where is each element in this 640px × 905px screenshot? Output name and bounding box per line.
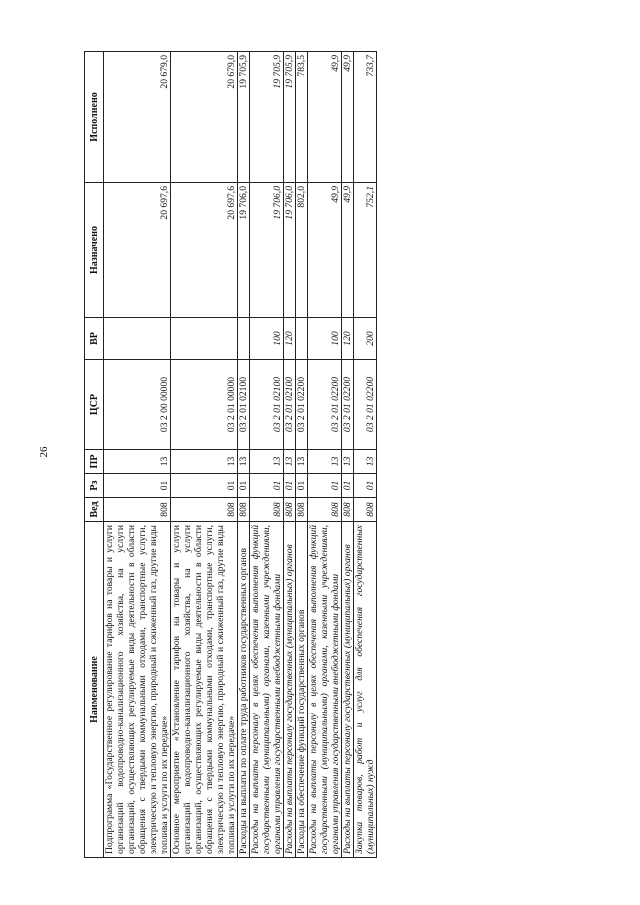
- row-rz-cell: 01: [308, 474, 342, 498]
- row-vr-cell: [296, 318, 308, 360]
- row-vr-cell: 100: [250, 318, 284, 360]
- row-vr-cell: 200: [354, 318, 377, 360]
- row-pr-cell: 13: [104, 450, 171, 474]
- row-executed-cell: 19 705,9: [284, 52, 296, 183]
- table-row: [171, 52, 238, 858]
- row-executed-cell: 49,9: [342, 52, 354, 183]
- header-vr: ВР: [85, 318, 104, 360]
- row-assigned-cell: 752,1: [354, 183, 377, 318]
- row-executed-cell: 733,7: [354, 52, 377, 183]
- row-rz-cell: 01: [171, 474, 238, 498]
- row-rz-cell: 01: [250, 474, 284, 498]
- row-assigned-cell: 19 706,0: [284, 183, 296, 318]
- row-rz-cell: 01: [342, 474, 354, 498]
- table-row: [308, 52, 342, 858]
- row-assigned-cell: 49,9: [308, 183, 342, 318]
- row-vr-cell: [171, 318, 238, 360]
- row-ved-cell: 808: [308, 498, 342, 522]
- row-pr-cell: 13: [238, 450, 250, 474]
- table-row: [354, 52, 377, 858]
- table-header-row: [85, 52, 104, 858]
- row-pr-cell: 13: [342, 450, 354, 474]
- row-assigned-cell: 20 697,6: [104, 183, 171, 318]
- table-row: [238, 52, 250, 858]
- row-rz-cell: 01: [104, 474, 171, 498]
- row-csr-cell: 03 2 01 02200: [354, 360, 377, 450]
- row-pr-cell: 13: [250, 450, 284, 474]
- row-pr-cell: 13: [296, 450, 308, 474]
- row-name-cell: Расходы на обеспечение функций государственных органов: [296, 522, 308, 858]
- row-executed-cell: 49,9: [308, 52, 342, 183]
- row-vr-cell: [238, 318, 250, 360]
- row-csr-cell: 03 2 01 02200: [342, 360, 354, 450]
- header-pr: ПР: [85, 450, 104, 474]
- header-name: Наименование: [85, 522, 104, 858]
- row-rz-cell: 01: [238, 474, 250, 498]
- row-name-cell: Закупка товаров, работ и услуг для обеспечения государственных (муниципальных) нужд: [354, 522, 377, 858]
- row-pr-cell: 13: [308, 450, 342, 474]
- row-name-cell: Основное мероприятие «Установление тарифов на товары и услуги организаций водопроводно-канализационного хозяйства, на услуги организаций, осуществляющих регулируемые виды деятельности в области обращения с твердыми коммунальными отходами, транспортные услуги, электрическую и тепловую энергию, природный и сжиженный газ, другие виды топлива и услуги по их передаче»: [171, 522, 238, 858]
- row-ved-cell: 808: [296, 498, 308, 522]
- row-name-cell: Подпрограмма «Государственное регулирование тарифов на товары и услуги организаций водопроводно-канализационного хозяйства, на услуги организаций, осуществляющих регулируемые виды деятельности в области обращения с твердыми коммунальными отходами, транспортные услуги, электрическую и тепловую энергию, природный и сжиженный газ, другие виды топлива и услуги по их передаче»: [104, 522, 171, 858]
- budget-table: [84, 51, 377, 858]
- page-number: 26: [38, 446, 50, 458]
- row-ved-cell: 808: [238, 498, 250, 522]
- row-pr-cell: 13: [171, 450, 238, 474]
- row-vr-cell: [104, 318, 171, 360]
- row-csr-cell: 03 2 01 00000: [171, 360, 238, 450]
- row-name-cell: Расходы на выплаты по оплате труда работников государственных органов: [238, 522, 250, 858]
- header-csr: ЦСР: [85, 360, 104, 450]
- row-pr-cell: 13: [354, 450, 377, 474]
- row-csr-cell: 03 2 01 02200: [296, 360, 308, 450]
- row-executed-cell: 783,5: [296, 52, 308, 183]
- row-vr-cell: 120: [342, 318, 354, 360]
- row-csr-cell: 03 2 01 02100: [238, 360, 250, 450]
- row-rz-cell: 01: [296, 474, 308, 498]
- table-row: [104, 52, 171, 858]
- row-vr-cell: 100: [308, 318, 342, 360]
- row-vr-cell: 120: [284, 318, 296, 360]
- row-executed-cell: 19 705,9: [250, 52, 284, 183]
- row-csr-cell: 03 2 01 02200: [308, 360, 342, 450]
- row-csr-cell: 03 2 01 02100: [284, 360, 296, 450]
- row-executed-cell: 20 679,0: [104, 52, 171, 183]
- row-executed-cell: 19 705,9: [238, 52, 250, 183]
- row-assigned-cell: 19 706,0: [238, 183, 250, 318]
- table-row: [342, 52, 354, 858]
- row-ved-cell: 808: [342, 498, 354, 522]
- row-name-cell: Расходы на выплаты персоналу государственных (муниципальных) органов: [284, 522, 296, 858]
- row-pr-cell: 13: [284, 450, 296, 474]
- header-rz: Рз: [85, 474, 104, 498]
- row-csr-cell: 03 2 00 00000: [104, 360, 171, 450]
- row-name-cell: Расходы на выплаты персоналу государственных (муниципальных) органов: [342, 522, 354, 858]
- rotated-table-container: [84, 52, 578, 858]
- row-name-cell: Расходы на выплаты персоналу в целях обеспечения выполнения функций государственными (муниципальными) органами, казенными учреждениями, органами управления государственными внебюджетными фондами: [308, 522, 342, 858]
- row-assigned-cell: 20 697,6: [171, 183, 238, 318]
- table-row: [296, 52, 308, 858]
- row-name-cell: Расходы на выплаты персоналу в целях обеспечения выполнения функций государственными (муниципальными) органами, казенными учреждениями, органами управления государственными внебюджетными фондами: [250, 522, 284, 858]
- row-ved-cell: 808: [354, 498, 377, 522]
- row-ved-cell: 808: [171, 498, 238, 522]
- table-body: [104, 52, 377, 858]
- row-rz-cell: 01: [354, 474, 377, 498]
- row-ved-cell: 808: [284, 498, 296, 522]
- row-executed-cell: 20 679,0: [171, 52, 238, 183]
- table-row: [250, 52, 284, 858]
- header-assigned: Назначено: [85, 183, 104, 318]
- row-ved-cell: 808: [104, 498, 171, 522]
- row-assigned-cell: 19 706,0: [250, 183, 284, 318]
- table-row: [284, 52, 296, 858]
- row-rz-cell: 01: [284, 474, 296, 498]
- header-ved: Вед: [85, 498, 104, 522]
- header-executed: Исполнено: [85, 52, 104, 183]
- row-assigned-cell: 802,0: [296, 183, 308, 318]
- row-ved-cell: 808: [250, 498, 284, 522]
- row-csr-cell: 03 2 01 02100: [250, 360, 284, 450]
- row-assigned-cell: 49,9: [342, 183, 354, 318]
